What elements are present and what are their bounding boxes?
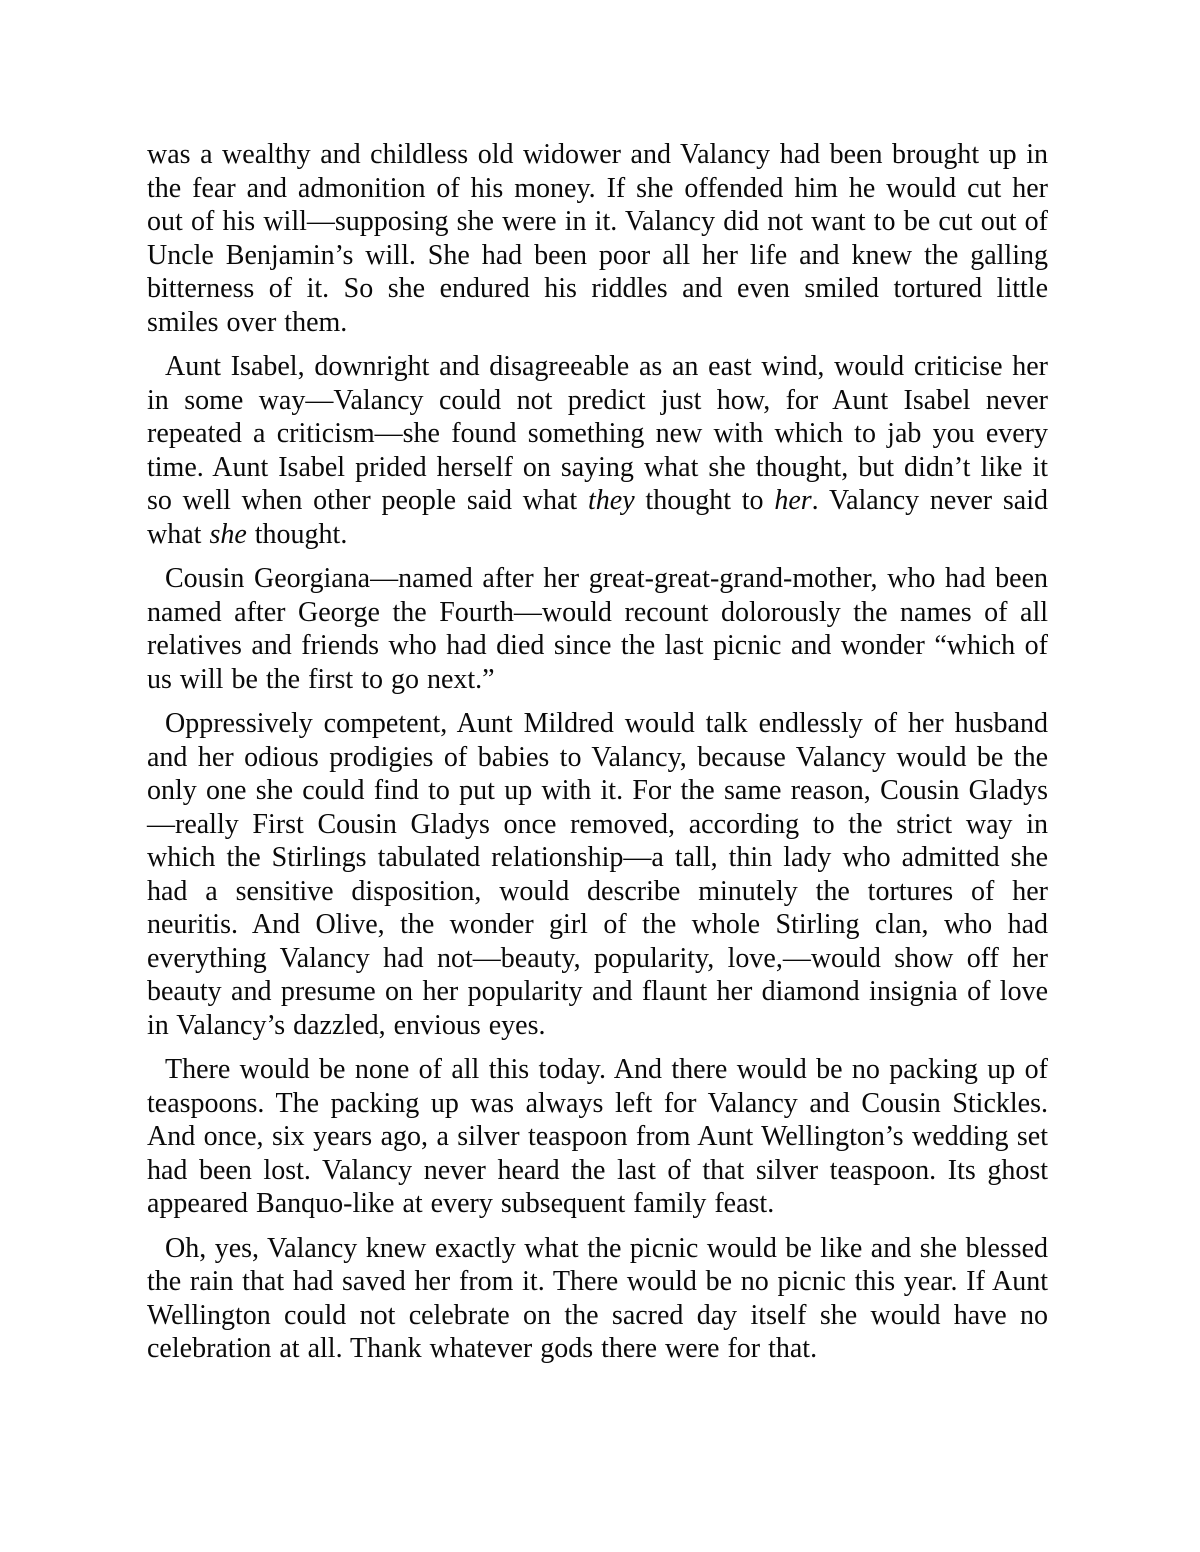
paragraph-text: . Valancy never said what	[147, 485, 1048, 550]
paragraph	[147, 350, 1048, 551]
paragraph-text: thought.	[246, 518, 348, 550]
paragraph	[147, 1232, 1048, 1366]
paragraph-text: Cousin Georgiana—named after her great-great-grand-mother, who had been named after George the Fourth—would recount dolorously the names of all relatives and friends who had died since the last picnic and wonder “which of us will be the first to go next.”	[147, 563, 1048, 695]
paragraph-text: thought to	[634, 485, 775, 516]
paragraph	[147, 138, 1048, 339]
paragraph	[147, 562, 1048, 696]
paragraph-text: Aunt Isabel, downright and disagreeable as an east wind, would criticise her in some way—Valancy could not predict just how, for Aunt Isabel never repeated a criticism—she found something new with which to jab you every time. Aunt Isabel prided herself on saying what she thought, but didn’t like it so well when other people said what	[147, 351, 1048, 516]
paragraph	[147, 1053, 1048, 1221]
paragraph-text: Oppressively competent, Aunt Mildred would talk endlessly of her husband and her odious prodigies of babies to Valancy, because Valancy would be the only one she could find to put up with it. For the same reason, Cousin Gladys—really First Cousin Gladys once removed, according to the strict way in which the Stirlings tabulated relationship—a tall, thin lady who admitted she had a sensitive disposition, would describe minutely the tortures of her neuritis. And Olive, the wonder girl of the whole Stirling clan, who had everything Valancy had not—beauty, popularity, love,—would show off her beauty and presume on her popularity and flaunt her diamond insignia of love in Valancy’s dazzled, envious eyes.	[147, 708, 1048, 1041]
italic-text: her	[774, 485, 812, 516]
book-page-text-column	[147, 138, 1048, 1366]
italic-text: she	[209, 518, 247, 550]
paragraph-text: There would be none of all this today. And there would be no packing up of teaspoons. The packing up was always left for Valancy and Cousin Stickles. And once, six years ago, a silver teaspoon from Aunt Wellington’s wedding set had been lost. Valancy never heard the last of that silver teaspoon. Its ghost appeared Banquo-like at every subsequent family feast.	[147, 1054, 1048, 1219]
paragraph-text: Oh, yes, Valancy knew exactly what the picnic would be like and she blessed the rain that had saved her from it. There would be no picnic this year. If Aunt Wellington could not celebrate on the sacred day itself she would have no celebration at all. Thank whatever gods there were for that.	[147, 1232, 1048, 1364]
italic-text: they	[587, 485, 635, 516]
paragraph-text: was a wealthy and childless old widower and Valancy had been brought up in the fear and admonition of his money. If she offended him he would cut her out of his will—supposing she were in it. Valancy did not want to be cut out of Uncle Benjamin’s will. She had been poor all her life and knew the galling bitterness of it. So she endured his riddles and even smiled tortured little smiles over them.	[147, 139, 1048, 338]
paragraph	[147, 707, 1048, 1042]
